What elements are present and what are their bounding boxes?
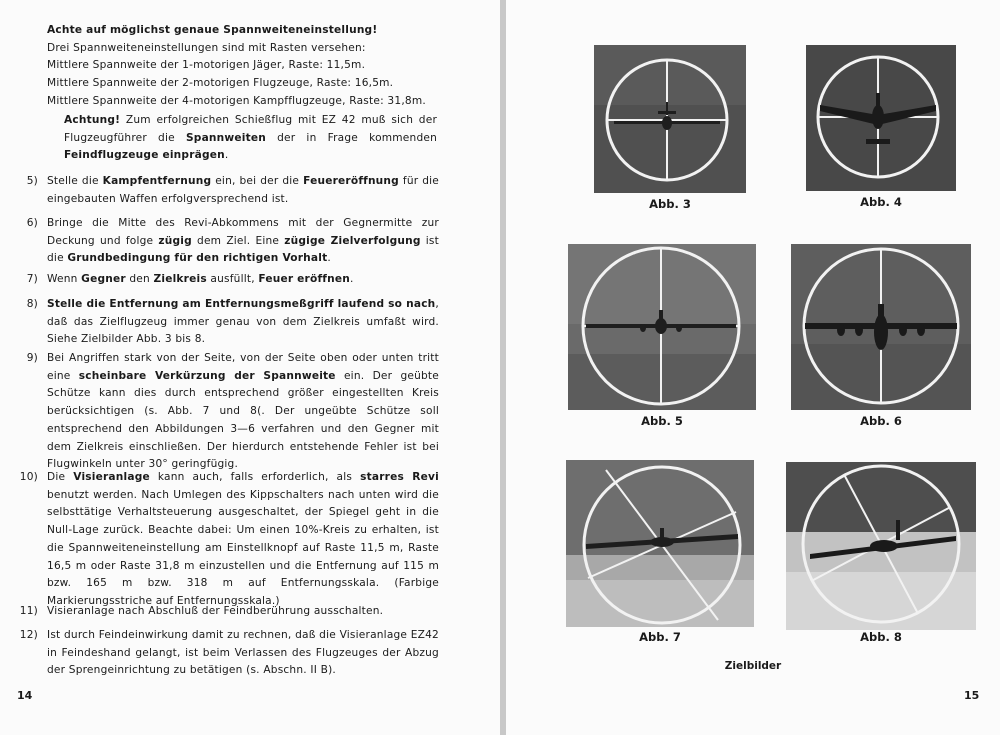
note-text: der in Frage kommenden [266,131,437,144]
sight-photo-abb-3 [594,45,746,193]
sight-photo-abb-5 [568,244,756,410]
figure-caption: Abb. 7 [639,630,681,644]
figure-caption: Abb. 4 [860,195,902,209]
item-body: Stelle die Kampfentfernung ein, bei der die Feuereröffnung für die eingebauten Waffen erfolgversprechend ist. [47,175,440,205]
figure-abb-6 [791,244,971,434]
figure-caption: Abb. 3 [649,197,691,211]
figure-abb-3 [594,45,746,215]
figure-abb-8 [786,462,976,652]
intro-line: Mittlere Spannweite der 4-motorigen Kampfflugzeuge, Raste: 31,8m. [47,94,426,107]
item-number: 5) [26,175,38,187]
item-number: 8) [26,298,38,310]
warning-note [64,112,437,165]
item-body: Bei Angriffen stark von der Seite, von der Seite oben oder unten tritt eine scheinbare Verkürzung der Spannweite ein. Der geübte Schütze kann dies durch entsprechend größer eingestellten Kreis berücksichtigen (s. Abb. 7 und 8(. Der ungeübte Schütze soll entsprechend den Abbildungen 3—6 verfahren und den Gegner mit dem Zielkreis einschließen. Der hierdurch entstehende Fehler ist bei Flugwinkeln unter 30° geringfügig. [47,352,440,471]
intro-line: Drei Spannweiteneinstellungen sind mit Rasten versehen: [47,41,366,54]
item-body: Die Visieranlage kann auch, falls erforderlich, als starres Revi benutzt werden. Nach Umlegen des Kippschalters nach unten wird die selbsttätige Verhaltsteuerung ausgeschaltet, der Spiegel geht in die Null-Lage zurück. Beachte dabei: Um einen 10%-Kreis zu erhalten, ist die Spannweiteneinstellung am Einstellknopf auf Raste 11,5 m, Raste 16,5 m oder Raste 31,8 m einzustellen und die Entfernung auf 115 m bzw. 165 m bzw. 318 m auf Entfernungsskala. (Farbige Markierungsstriche auf Entfernungsskala.) [47,471,439,607]
item-body: Bringe die Mitte des Revi-Abkommens mit der Gegnermitte zur Deckung und folge zügig dem Ziel. Eine zügige Zielverfolgung ist die Grundbedingung für den richtigen Vorhalt. [47,217,439,265]
item-number: 11) [19,605,38,617]
note-text: . [224,149,229,162]
item-number: 12) [19,629,38,641]
item-body: Visieranlage nach Abschluß der Feindberührung ausschalten. [47,605,384,617]
section-heading: Achte auf möglichst genaue Spannweiteneinstellung! [47,24,378,36]
note-emphasis: Feindflugzeuge einprägen [64,149,225,162]
item-body: Ist durch Feindeinwirkung damit zu rechnen, daß die Visieranlage EZ42 in Feindeshand gelangt, ist beim Verlassen des Flugzeuges der Abzug der Sprengeinrichtung zu betätigen (s. Abschn. II B). [47,629,439,677]
plate-title: Zielbilder [724,660,782,672]
page-number: 14 [17,689,33,702]
intro-block [47,22,467,111]
figure-caption: Abb. 5 [641,414,683,428]
sight-photo-abb-4 [806,45,956,191]
figure-abb-7 [566,460,754,650]
figure-caption: Abb. 6 [860,414,902,428]
sight-photo-abb-7 [566,460,754,627]
right-page [506,0,1000,735]
warning-label: Achtung! [64,114,121,126]
sight-photo-abb-8 [786,462,976,630]
intro-line: Mittlere Spannweite der 2-motorigen Flugzeuge, Raste: 16,5m. [47,77,394,90]
figure-abb-4 [806,45,956,215]
note-text: Zum erfolgreichen Schießflug mit EZ 42 muß sich der Flugzeugführer die [64,114,437,144]
item-body: Wenn Gegner den Zielkreis ausfüllt, Feuer eröffnen. [47,273,354,285]
item-number: 10) [19,471,38,483]
figure-abb-5 [568,244,756,434]
figure-caption: Abb. 8 [860,630,902,644]
sight-photo-abb-6 [791,244,971,410]
intro-line: Mittlere Spannweite der 1-motorigen Jäger, Raste: 11,5m. [47,59,366,72]
page-number: 15 [964,689,980,702]
item-body: Stelle die Entfernung am Entfernungsmeßgriff laufend so nach, daß das Zielflugzeug immer genau von dem Zielkreis umfaßt wird. Siehe Zielbilder Abb. 3 bis 8. [47,298,439,346]
item-number: 9) [26,352,38,364]
note-emphasis: Spannweiten [185,131,267,144]
item-number: 6) [26,217,38,229]
item-number: 7) [26,273,38,285]
